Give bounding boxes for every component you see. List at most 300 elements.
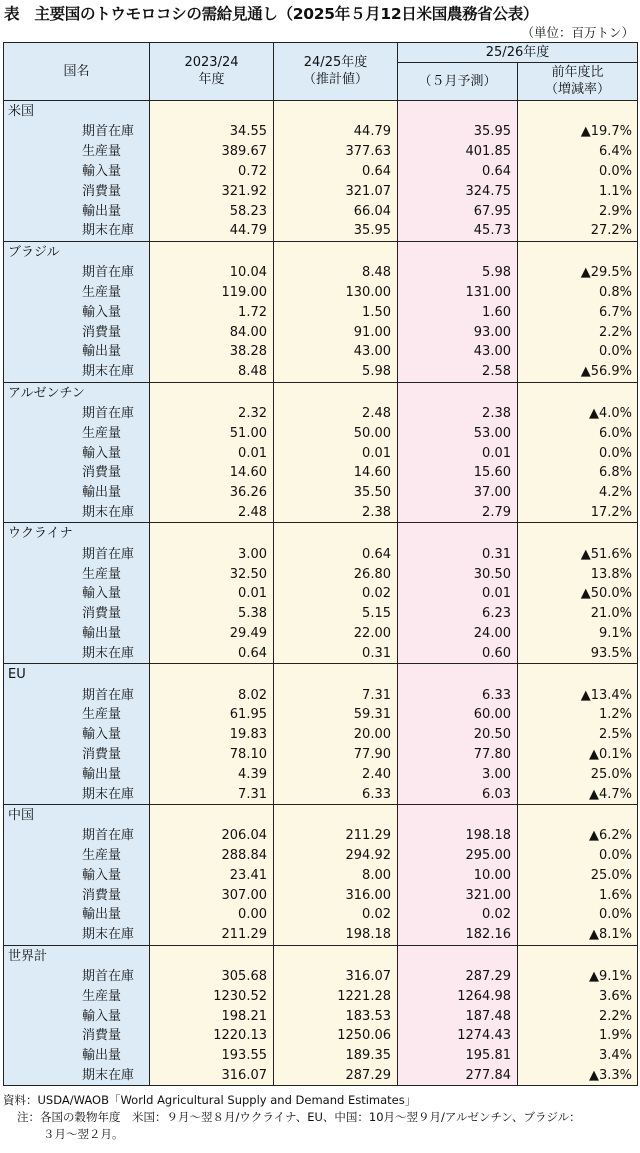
value-2024-25: 0.02: [274, 905, 398, 925]
value-2023-24: 305.68: [150, 967, 274, 987]
value-2024-25: 35.95: [274, 221, 398, 241]
value-2025-26: 0.01: [398, 443, 518, 463]
blank-cell: [274, 945, 398, 967]
value-2025-26: 1264.98: [398, 986, 518, 1006]
value-2025-26: 43.00: [398, 342, 518, 362]
value-2023-24: 5.38: [150, 604, 274, 624]
value-2025-26: 324.75: [398, 181, 518, 201]
country-row: [4, 523, 638, 545]
value-2024-25: 6.33: [274, 784, 398, 804]
header-yoy-line1: 前年度比: [551, 65, 604, 81]
value-yoy: 2.5%: [518, 725, 638, 745]
source-note: 資料：USDA/WAOB「World Agricultural Supply and Demand Estimates」: [3, 1093, 417, 1107]
value-2025-26: 53.00: [398, 423, 518, 443]
country-row: [4, 101, 638, 123]
value-2023-24: 2.32: [150, 404, 274, 424]
value-2025-26: 45.73: [398, 221, 518, 241]
value-yoy: ▲6.2%: [518, 826, 638, 846]
value-2024-25: 2.38: [274, 503, 398, 523]
item-label: 輸入量: [4, 584, 150, 604]
item-label: 生産量: [4, 564, 150, 584]
value-yoy: 6.0%: [518, 423, 638, 443]
value-yoy: 17.2%: [518, 503, 638, 523]
value-yoy: 0.0%: [518, 342, 638, 362]
blank-cell: [274, 664, 398, 686]
value-2024-25: 294.92: [274, 846, 398, 866]
blank-cell: [518, 382, 638, 404]
item-label: 期末在庫: [4, 503, 150, 523]
item-label: 輸出量: [4, 1046, 150, 1066]
value-2024-25: 8.48: [274, 263, 398, 283]
value-2023-24: 8.48: [150, 362, 274, 382]
blank-cell: [518, 523, 638, 545]
table-row: [4, 584, 638, 604]
item-label: 期末在庫: [4, 362, 150, 382]
table-row: [4, 846, 638, 866]
value-2024-25: 0.64: [274, 162, 398, 182]
item-label: 輸入量: [4, 443, 150, 463]
table-row: [4, 885, 638, 905]
value-2024-25: 50.00: [274, 423, 398, 443]
value-2023-24: 51.00: [150, 423, 274, 443]
value-yoy: 25.0%: [518, 866, 638, 886]
item-label: 期末在庫: [4, 784, 150, 804]
value-yoy: 6.7%: [518, 302, 638, 322]
country-name: EU: [4, 664, 150, 686]
value-2024-25: 316.00: [274, 885, 398, 905]
table-row: [4, 1006, 638, 1026]
table-row: [4, 564, 638, 584]
table-row: [4, 685, 638, 705]
value-2025-26: 93.00: [398, 322, 518, 342]
value-2024-25: 183.53: [274, 1006, 398, 1026]
value-2024-25: 14.60: [274, 463, 398, 483]
blank-cell: [398, 382, 518, 404]
value-2025-26: 1274.43: [398, 1026, 518, 1046]
value-2025-26: 24.00: [398, 624, 518, 644]
supply-demand-table: [3, 42, 638, 1086]
table-row: [4, 423, 638, 443]
item-label: 期末在庫: [4, 925, 150, 945]
value-2023-24: 23.41: [150, 866, 274, 886]
value-2023-24: 44.79: [150, 221, 274, 241]
table-row: [4, 624, 638, 644]
value-2024-25: 0.01: [274, 443, 398, 463]
value-2025-26: 198.18: [398, 826, 518, 846]
table-row: [4, 705, 638, 725]
table-body: [4, 101, 638, 1086]
value-2023-24: 78.10: [150, 745, 274, 765]
value-2023-24: 389.67: [150, 142, 274, 162]
value-2023-24: 1.72: [150, 302, 274, 322]
value-2024-25: 321.07: [274, 181, 398, 201]
value-2023-24: 193.55: [150, 1046, 274, 1066]
value-yoy: ▲0.1%: [518, 745, 638, 765]
value-yoy: 21.0%: [518, 604, 638, 624]
blank-cell: [150, 382, 274, 404]
table-row: [4, 1026, 638, 1046]
item-label: 生産量: [4, 986, 150, 1006]
table-row: [4, 905, 638, 925]
country-name: ブラジル: [4, 241, 150, 263]
item-label: 消費量: [4, 1026, 150, 1046]
item-label: 輸出量: [4, 905, 150, 925]
value-2025-26: 77.80: [398, 745, 518, 765]
value-yoy: 4.2%: [518, 483, 638, 503]
value-2023-24: 119.00: [150, 283, 274, 303]
value-2023-24: 84.00: [150, 322, 274, 342]
header-2024-25-line2: （推計値）: [302, 71, 368, 87]
value-2023-24: 288.84: [150, 846, 274, 866]
value-2025-26: 2.79: [398, 503, 518, 523]
table-row: [4, 643, 638, 663]
value-2023-24: 7.31: [150, 784, 274, 804]
blank-cell: [274, 382, 398, 404]
blank-cell: [518, 945, 638, 967]
blank-cell: [398, 241, 518, 263]
country-row: [4, 804, 638, 826]
item-label: 消費量: [4, 885, 150, 905]
value-yoy: 1.1%: [518, 181, 638, 201]
table-row: [4, 342, 638, 362]
item-label: 輸出量: [4, 624, 150, 644]
value-yoy: 1.2%: [518, 705, 638, 725]
table-row: [4, 483, 638, 503]
value-2024-25: 20.00: [274, 725, 398, 745]
value-yoy: ▲29.5%: [518, 263, 638, 283]
blank-cell: [518, 664, 638, 686]
country-name: 世界計: [4, 945, 150, 967]
item-label: 輸出量: [4, 342, 150, 362]
table-row: [4, 404, 638, 424]
value-2025-26: 287.29: [398, 967, 518, 987]
value-2023-24: 321.92: [150, 181, 274, 201]
value-2025-26: 182.16: [398, 925, 518, 945]
table-row: [4, 544, 638, 564]
page-title: 表 主要国のトウモロコシの需給見通し（2025年５月12日米国農務省公表）: [4, 5, 539, 23]
value-2023-24: 0.64: [150, 643, 274, 663]
header-2024-25: [274, 43, 398, 101]
value-yoy: 1.9%: [518, 1026, 638, 1046]
value-2023-24: 0.01: [150, 443, 274, 463]
value-2025-26: 2.58: [398, 362, 518, 382]
value-2024-25: 59.31: [274, 705, 398, 725]
value-2025-26: 3.00: [398, 764, 518, 784]
value-2025-26: 277.84: [398, 1066, 518, 1086]
value-yoy: 0.0%: [518, 846, 638, 866]
value-yoy: 13.8%: [518, 564, 638, 584]
item-label: 輸出量: [4, 201, 150, 221]
value-2024-25: 44.79: [274, 122, 398, 142]
value-2025-26: 10.00: [398, 866, 518, 886]
table-row: [4, 986, 638, 1006]
value-2025-26: 195.81: [398, 1046, 518, 1066]
header-2024-25-line1: 24/25年度: [303, 55, 368, 71]
value-2023-24: 206.04: [150, 826, 274, 846]
table-row: [4, 302, 638, 322]
blank-cell: [518, 101, 638, 123]
table-row: [4, 1046, 638, 1066]
value-2025-26: 1.60: [398, 302, 518, 322]
item-label: 期首在庫: [4, 544, 150, 564]
value-2025-26: 6.23: [398, 604, 518, 624]
value-2025-26: 2.38: [398, 404, 518, 424]
value-yoy: ▲56.9%: [518, 362, 638, 382]
item-label: 期首在庫: [4, 404, 150, 424]
blank-cell: [398, 945, 518, 967]
table-row: [4, 745, 638, 765]
value-2023-24: 61.95: [150, 705, 274, 725]
value-2023-24: 307.00: [150, 885, 274, 905]
value-2024-25: 1221.28: [274, 986, 398, 1006]
table-row: [4, 283, 638, 303]
value-2023-24: 1230.52: [150, 986, 274, 1006]
blank-cell: [274, 804, 398, 826]
item-label: 生産量: [4, 142, 150, 162]
header-yoy-line2: （増減率）: [544, 81, 610, 97]
table-row: [4, 1066, 638, 1086]
value-2023-24: 32.50: [150, 564, 274, 584]
value-2025-26: 295.00: [398, 846, 518, 866]
value-2024-25: 287.29: [274, 1066, 398, 1086]
notes: [3, 1092, 581, 1143]
value-2023-24: 198.21: [150, 1006, 274, 1026]
value-2024-25: 5.98: [274, 362, 398, 382]
value-yoy: ▲8.1%: [518, 925, 638, 945]
value-2024-25: 26.80: [274, 564, 398, 584]
item-label: 輸出量: [4, 483, 150, 503]
value-2025-26: 321.00: [398, 885, 518, 905]
value-2023-24: 58.23: [150, 201, 274, 221]
item-label: 輸入量: [4, 725, 150, 745]
unit-label: （単位：百万トン）: [521, 25, 634, 40]
value-2025-26: 0.01: [398, 584, 518, 604]
item-label: 輸入量: [4, 866, 150, 886]
table-row: [4, 784, 638, 804]
item-label: 消費量: [4, 463, 150, 483]
value-yoy: ▲13.4%: [518, 685, 638, 705]
value-2024-25: 211.29: [274, 826, 398, 846]
value-2025-26: 35.95: [398, 122, 518, 142]
table-row: [4, 322, 638, 342]
blank-cell: [518, 241, 638, 263]
value-2024-25: 1250.06: [274, 1026, 398, 1046]
value-2025-26: 30.50: [398, 564, 518, 584]
value-2023-24: 36.26: [150, 483, 274, 503]
blank-cell: [398, 101, 518, 123]
value-2024-25: 5.15: [274, 604, 398, 624]
item-label: 消費量: [4, 181, 150, 201]
blank-cell: [150, 945, 274, 967]
value-yoy: ▲3.3%: [518, 1066, 638, 1086]
value-2024-25: 22.00: [274, 624, 398, 644]
value-2024-25: 2.48: [274, 404, 398, 424]
value-2023-24: 38.28: [150, 342, 274, 362]
value-2024-25: 43.00: [274, 342, 398, 362]
value-yoy: 2.2%: [518, 1006, 638, 1026]
value-yoy: ▲50.0%: [518, 584, 638, 604]
value-2024-25: 7.31: [274, 685, 398, 705]
table-row: [4, 221, 638, 241]
item-label: 消費量: [4, 322, 150, 342]
value-yoy: ▲4.7%: [518, 784, 638, 804]
value-yoy: 0.0%: [518, 905, 638, 925]
item-label: 期首在庫: [4, 263, 150, 283]
value-yoy: 0.0%: [518, 443, 638, 463]
value-yoy: 93.5%: [518, 643, 638, 663]
value-2023-24: 10.04: [150, 263, 274, 283]
blank-cell: [518, 804, 638, 826]
value-2025-26: 131.00: [398, 283, 518, 303]
country-row: [4, 382, 638, 404]
value-2025-26: 6.03: [398, 784, 518, 804]
value-2025-26: 187.48: [398, 1006, 518, 1026]
table-row: [4, 122, 638, 142]
value-2025-26: 0.60: [398, 643, 518, 663]
country-name: アルゼンチン: [4, 382, 150, 404]
value-2023-24: 14.60: [150, 463, 274, 483]
country-row: [4, 241, 638, 263]
header-2023-24: [150, 43, 274, 101]
value-2023-24: 34.55: [150, 122, 274, 142]
item-label: 生産量: [4, 423, 150, 443]
value-yoy: 6.4%: [518, 142, 638, 162]
value-2024-25: 91.00: [274, 322, 398, 342]
table-row: [4, 142, 638, 162]
table-row: [4, 463, 638, 483]
table-row: [4, 764, 638, 784]
table-header: [4, 43, 638, 101]
value-yoy: ▲51.6%: [518, 544, 638, 564]
value-2025-26: 6.33: [398, 685, 518, 705]
country-name: 中国: [4, 804, 150, 826]
table-row: [4, 201, 638, 221]
value-2025-26: 20.50: [398, 725, 518, 745]
value-yoy: 1.6%: [518, 885, 638, 905]
item-label: 期末在庫: [4, 643, 150, 663]
item-label: 輸入量: [4, 162, 150, 182]
value-yoy: 3.4%: [518, 1046, 638, 1066]
value-2025-26: 60.00: [398, 705, 518, 725]
value-2023-24: 0.01: [150, 584, 274, 604]
value-2023-24: 2.48: [150, 503, 274, 523]
value-2024-25: 35.50: [274, 483, 398, 503]
item-label: 期首在庫: [4, 122, 150, 142]
header-2023-24-line1: 2023/24: [184, 55, 239, 71]
value-2025-26: 15.60: [398, 463, 518, 483]
item-label: 生産量: [4, 846, 150, 866]
item-label: 生産量: [4, 705, 150, 725]
value-2024-25: 130.00: [274, 283, 398, 303]
table-row: [4, 162, 638, 182]
value-2023-24: 1220.13: [150, 1026, 274, 1046]
value-yoy: 27.2%: [518, 221, 638, 241]
value-yoy: ▲9.1%: [518, 967, 638, 987]
value-2025-26: 0.31: [398, 544, 518, 564]
item-label: 輸入量: [4, 302, 150, 322]
blank-cell: [150, 804, 274, 826]
value-2023-24: 211.29: [150, 925, 274, 945]
value-2023-24: 4.39: [150, 764, 274, 784]
value-2025-26: 0.64: [398, 162, 518, 182]
item-label: 輸入量: [4, 1006, 150, 1026]
header-may-forecast: （５月予測）: [398, 63, 518, 101]
value-yoy: 6.8%: [518, 463, 638, 483]
country-row: [4, 664, 638, 686]
value-2024-25: 77.90: [274, 745, 398, 765]
note-fiscal-year-cont: ３月～翌２月。: [43, 1127, 124, 1141]
value-2024-25: 377.63: [274, 142, 398, 162]
blank-cell: [150, 101, 274, 123]
blank-cell: [150, 523, 274, 545]
header-yoy-change: [518, 63, 638, 101]
value-2023-24: 29.49: [150, 624, 274, 644]
item-label: 期首在庫: [4, 826, 150, 846]
value-2025-26: 5.98: [398, 263, 518, 283]
table-row: [4, 925, 638, 945]
blank-cell: [150, 664, 274, 686]
value-2024-25: 8.00: [274, 866, 398, 886]
value-2023-24: 8.02: [150, 685, 274, 705]
value-2025-26: 401.85: [398, 142, 518, 162]
header-2023-24-line2: 年度: [198, 71, 225, 87]
item-label: 期首在庫: [4, 967, 150, 987]
blank-cell: [398, 523, 518, 545]
value-2023-24: 0.00: [150, 905, 274, 925]
item-label: 輸出量: [4, 764, 150, 784]
header-2025-26-group: 25/26年度: [398, 43, 638, 63]
value-yoy: 25.0%: [518, 764, 638, 784]
value-2023-24: 3.00: [150, 544, 274, 564]
table-row: [4, 725, 638, 745]
table-row: [4, 967, 638, 987]
header-country: 国名: [4, 43, 150, 101]
table-row: [4, 604, 638, 624]
table-row: [4, 866, 638, 886]
value-yoy: 0.8%: [518, 283, 638, 303]
country-name: ウクライナ: [4, 523, 150, 545]
value-yoy: 9.1%: [518, 624, 638, 644]
value-yoy: 3.6%: [518, 986, 638, 1006]
item-label: 期首在庫: [4, 685, 150, 705]
item-label: 期末在庫: [4, 221, 150, 241]
value-2024-25: 316.07: [274, 967, 398, 987]
value-2023-24: 19.83: [150, 725, 274, 745]
value-2025-26: 37.00: [398, 483, 518, 503]
table-row: [4, 263, 638, 283]
item-label: 生産量: [4, 283, 150, 303]
value-2025-26: 67.95: [398, 201, 518, 221]
table-row: [4, 181, 638, 201]
value-2024-25: 66.04: [274, 201, 398, 221]
value-2024-25: 2.40: [274, 764, 398, 784]
value-2023-24: 0.72: [150, 162, 274, 182]
blank-cell: [274, 101, 398, 123]
blank-cell: [150, 241, 274, 263]
blank-cell: [398, 664, 518, 686]
value-yoy: ▲19.7%: [518, 122, 638, 142]
country-name: 米国: [4, 101, 150, 123]
country-row: [4, 945, 638, 967]
table-row: [4, 503, 638, 523]
table-row: [4, 443, 638, 463]
value-2024-25: 0.31: [274, 643, 398, 663]
value-2024-25: 0.64: [274, 544, 398, 564]
table-row: [4, 826, 638, 846]
value-yoy: 0.0%: [518, 162, 638, 182]
item-label: 消費量: [4, 604, 150, 624]
value-2024-25: 1.50: [274, 302, 398, 322]
